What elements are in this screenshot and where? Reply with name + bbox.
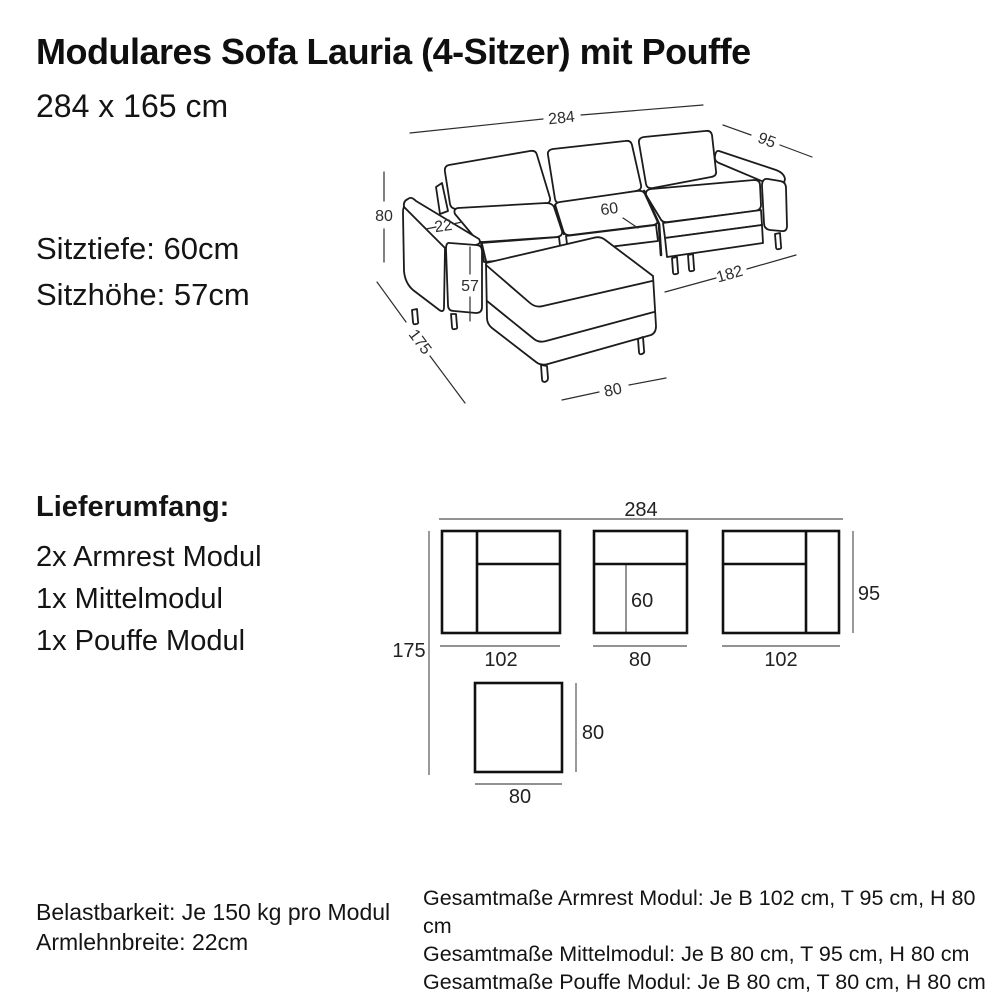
delivery-item: 1x Pouffe Modul <box>36 625 246 657</box>
seat-specs <box>36 226 250 318</box>
page-title: Modulares Sofa Lauria (4-Sitzer) mit Pouffe <box>36 31 751 72</box>
schematic-module-depth: 95 <box>857 583 881 605</box>
middle-module-dimensions: Gesamtmaße Mittelmodul: Je B 80 cm, T 95 cm, H 80 cm <box>423 942 970 966</box>
armrest-module-dimensions: Gesamtmaße Armrest Modul: Je B 102 cm, T 95 cm, H 80 cm <box>423 886 976 938</box>
overall-dimensions: 284 x 165 cm <box>36 88 229 124</box>
back-frame <box>436 183 448 214</box>
schematic-pouffe-depth: 80 <box>581 722 605 744</box>
pouffe-module-dimensions: Gesamtmaße Pouffe Modul: Je B 80 cm, T 80 cm, H 80 cm <box>423 970 986 994</box>
load-capacity-text: Belastbarkeit: Je 150 kg pro Modul <box>36 899 391 925</box>
schematic-module2-width: 80 <box>628 649 652 671</box>
schematic-total-depth: 175 <box>392 640 426 662</box>
module-schematic <box>390 495 890 810</box>
dim-seat-span: 182 <box>714 262 745 287</box>
armrest-width-text: Armlehnbreite: 22cm <box>36 929 249 955</box>
dim-armrest-width: 22 <box>433 216 454 237</box>
dim-pouffe-width: 80 <box>602 380 624 401</box>
delivery-item: 1x Mittelmodul <box>36 583 223 615</box>
sofa-leg <box>412 309 418 324</box>
sofa-perspective-drawing <box>360 95 830 425</box>
schematic-total-width: 284 <box>624 499 658 521</box>
seat-height-text: Sitzhöhe: 57cm <box>36 277 250 312</box>
delivery-item: 2x Armrest Modul <box>36 541 262 573</box>
pouffe-body <box>486 237 656 364</box>
middle-module-outline <box>594 531 687 633</box>
load-capacity-info <box>36 897 390 957</box>
pouffe-leg <box>541 365 548 382</box>
seat-depth-text: Sitztiefe: 60cm <box>36 231 240 266</box>
delivery-heading: Lieferumfang: <box>36 491 230 523</box>
sofa-leg <box>451 314 457 329</box>
schematic-pouffe-width: 80 <box>508 786 532 808</box>
pouffe-module-outline <box>475 683 562 772</box>
back-cushion-right <box>639 131 716 188</box>
sofa-leg <box>688 254 694 271</box>
delivery-list <box>36 536 262 662</box>
schematic-module1-width: 102 <box>484 649 518 671</box>
dim-seat-depth: 60 <box>599 199 620 220</box>
dim-seat-height: 57 <box>461 278 479 295</box>
back-cushion-left <box>445 151 550 209</box>
armrest-module-left-outline <box>442 531 560 633</box>
armrest-right-front <box>762 179 787 231</box>
schematic-seat-depth: 60 <box>631 590 654 612</box>
dim-total-width: 284 <box>547 108 576 129</box>
dim-total-depth: 175 <box>404 326 435 359</box>
dim-height: 80 <box>375 208 393 225</box>
schematic-module3-width: 102 <box>764 649 798 671</box>
module-dimensions-info <box>423 884 1000 996</box>
pouffe-leg <box>638 337 644 354</box>
sofa-leg <box>775 233 781 249</box>
armrest-module-right-outline <box>723 531 839 633</box>
sofa-leg <box>672 257 678 274</box>
dim-depth: 95 <box>755 129 778 152</box>
